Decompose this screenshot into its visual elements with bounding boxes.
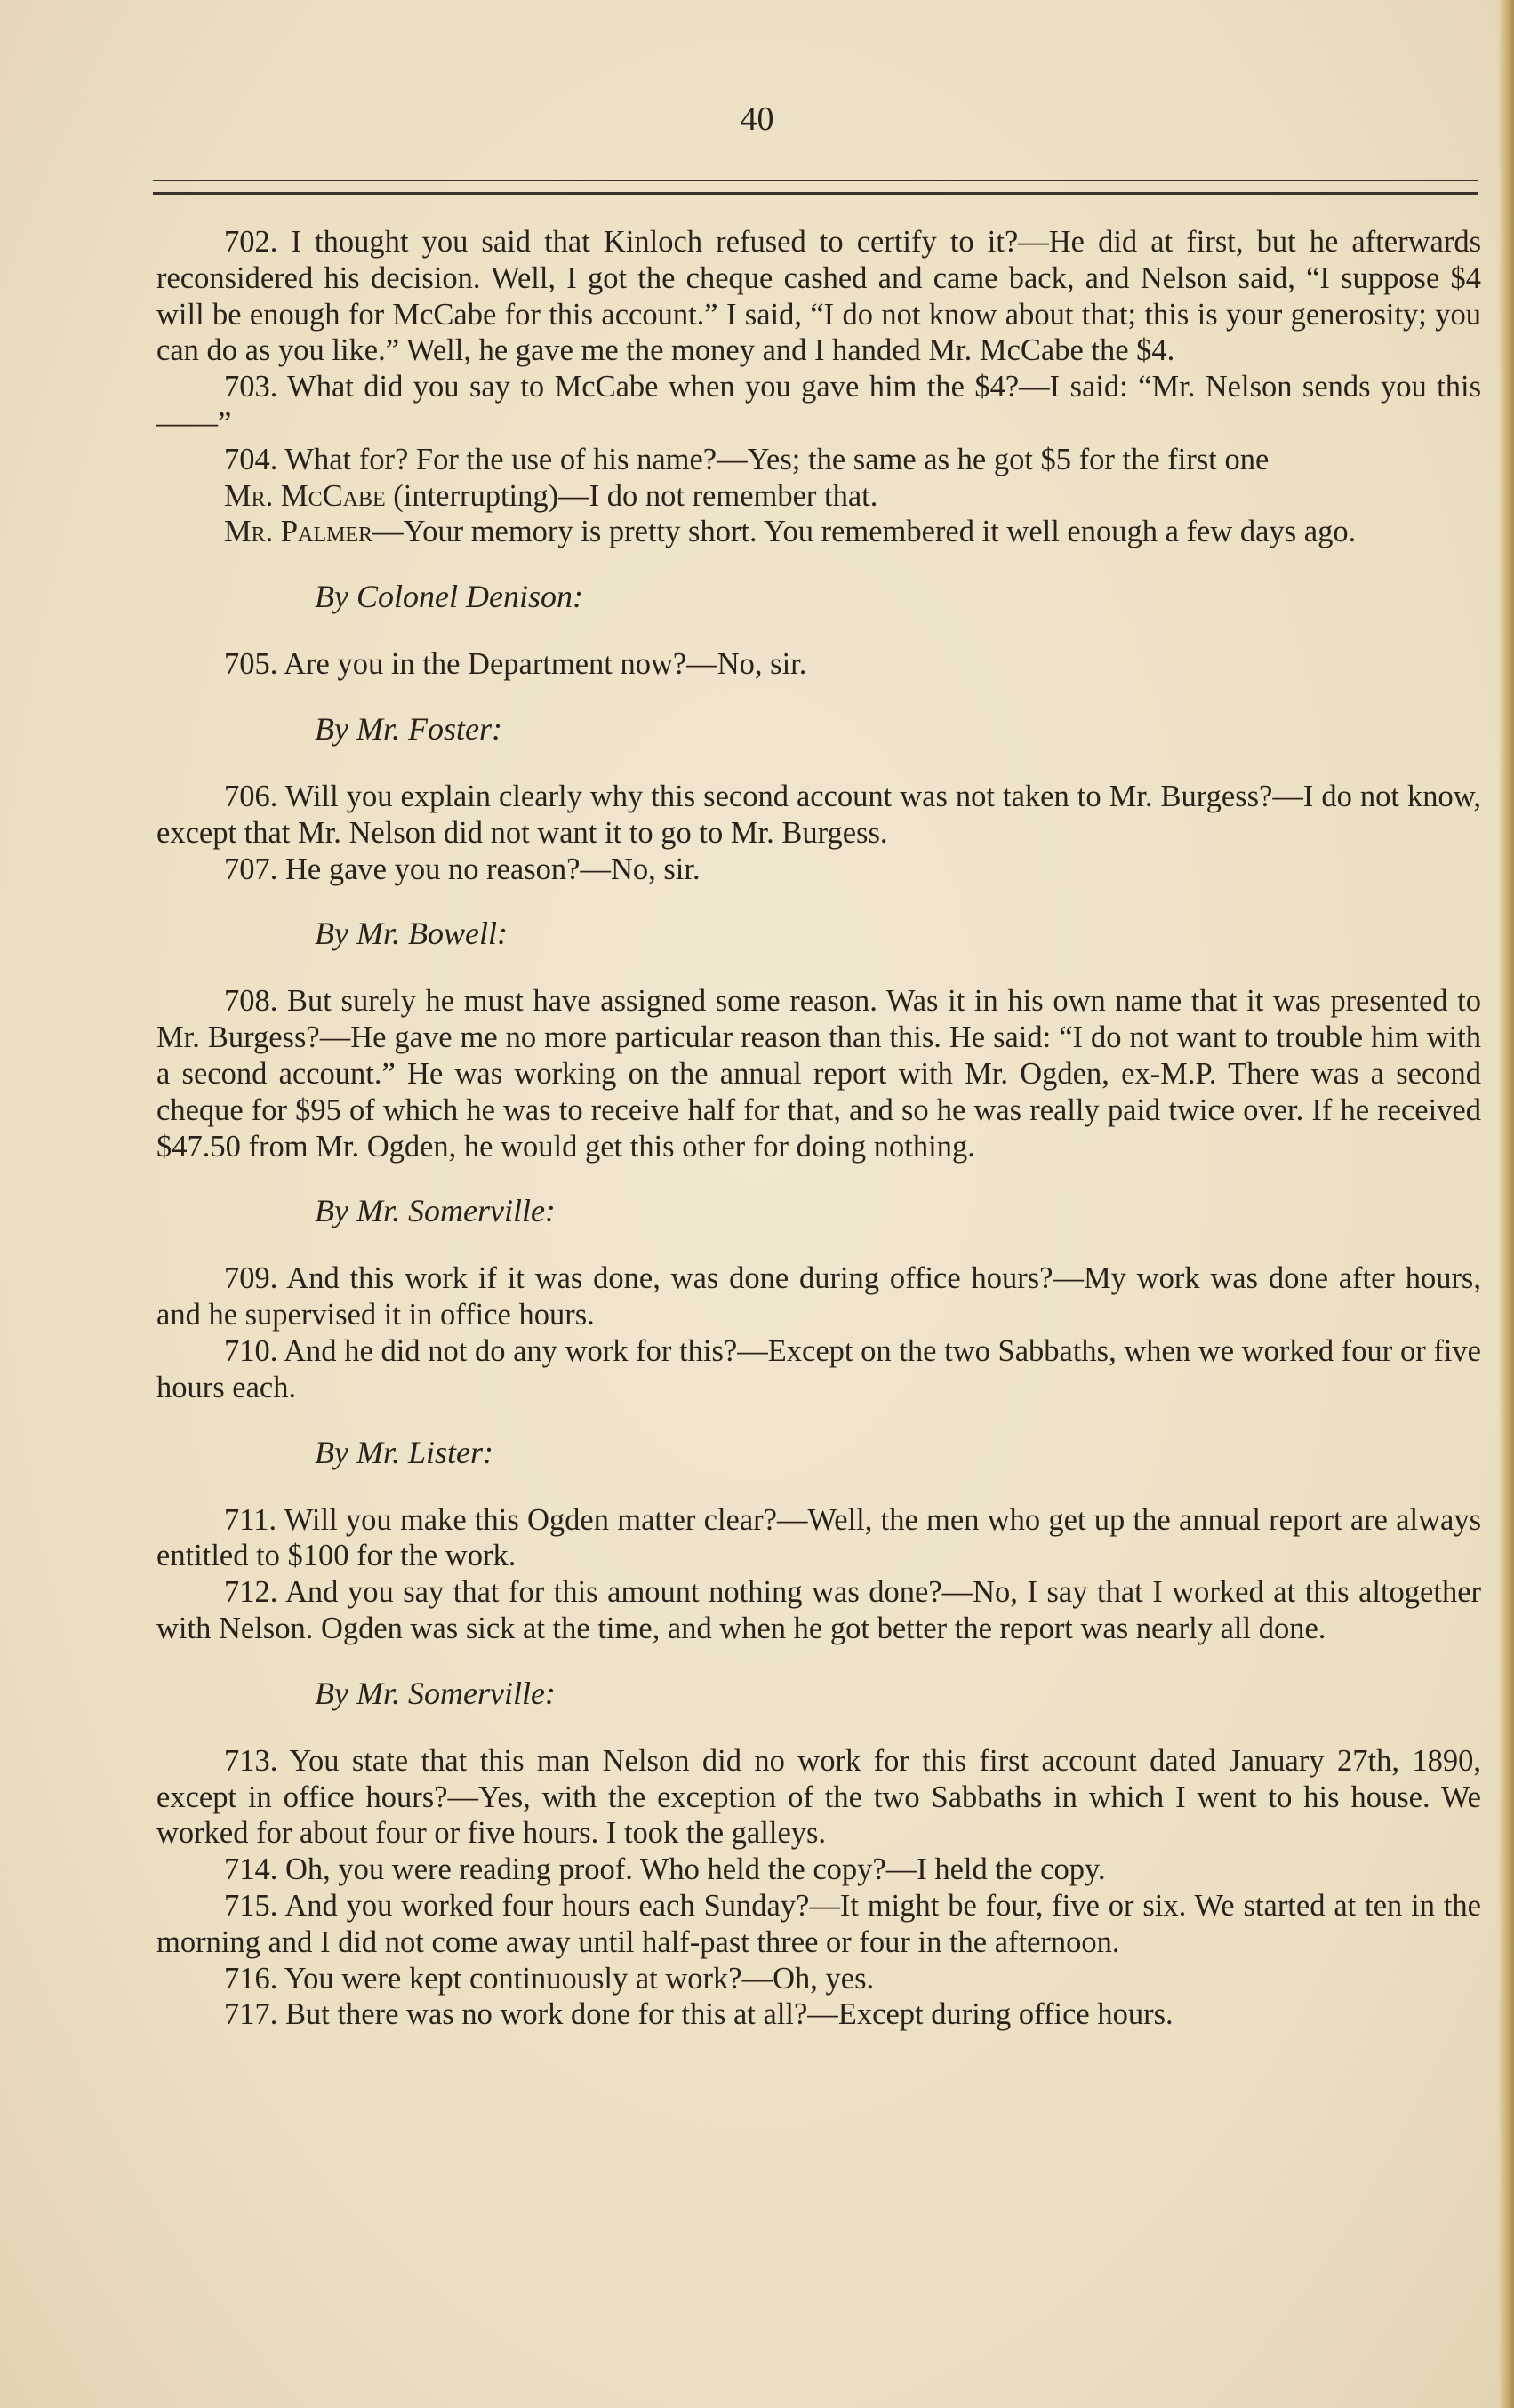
speaker-text: —Your memory is pretty short. You remembered it well enough a few days ago. <box>372 515 1357 549</box>
question-paragraph: 714. Oh, you were reading proof. Who held the copy?—I held the copy. <box>224 1852 1106 1887</box>
question-paragraph: 717. But there was no work done for this at all?—Except during office hours. <box>224 1997 1174 2032</box>
question-paragraph: 703. What did you say to McCabe when you gave him the $4?—I said: “Mr. Nelson sends you this——” <box>156 370 1481 440</box>
speaker-name: Mr. McCabe <box>224 478 386 513</box>
header-rule-double <box>153 192 1478 195</box>
question-paragraph: 710. And he did not do any work for this?—Except on the two Sabbaths, when we worked four or five hours each. <box>156 1333 1481 1404</box>
question-paragraph: 712. And you say that for this amount nothing was done?—No, I say that I worked at this altogether with Nelson. Ogden was sick at the time, and when he got better the report was nearly all done. <box>156 1575 1481 1645</box>
speaker-remark <box>156 478 1481 515</box>
question-paragraph: 715. And you worked four hours each Sunday?—It might be four, five or six. We started at ten in the morning and I did not come away until half-past three or four in the afternoon. <box>156 1888 1481 1959</box>
speaker-name: Mr. Palmer <box>224 515 373 549</box>
page-number: 40 <box>740 100 774 138</box>
question-paragraph: 702. I thought you said that Kinloch refused to certify to it?—He did at first, but he afterwards reconsidered his decision. Well, I got the cheque cashed and came back, and Nelson said, “I suppose $4 will be enough for McCabe for this account.” I said, “I do not know about that; this is your generosity; you can do as you like.” Well, he gave me the money and I handed Mr. McCabe the $4. <box>156 225 1481 368</box>
examiner-heading: By Colonel Denison: <box>315 579 583 615</box>
examiner-heading: By Mr. Somerville: <box>315 1193 556 1229</box>
question-paragraph: 709. And this work if it was done, was done during office hours?—My work was done after hours, and he supervised it in office hours. <box>156 1261 1481 1332</box>
question-paragraph: 707. He gave you no reason?—No, sir. <box>224 852 701 886</box>
header-rule <box>153 180 1478 181</box>
testimony-body <box>156 224 1481 2033</box>
question-paragraph: 705. Are you in the Department now?—No, sir. <box>224 647 807 682</box>
question-paragraph: 708. But surely he must have assigned some reason. Was it in his own name that it was presented to Mr. Burgess?—He gave me no more particular reason than this. He said: “I do not want to trouble him with a second account.” He was working on the annual report with Mr. Ogden, ex-M.P. There was a second cheque for $95 of which he was to receive half for that, and so he was really paid twice over. If he received $47.50 from Mr. Ogden, he would get this other for doing nothing. <box>156 984 1481 1164</box>
examiner-heading: By Mr. Somerville: <box>315 1675 556 1711</box>
examiner-heading: By Mr. Foster: <box>315 710 502 747</box>
question-paragraph: 716. You were kept continuously at work?—Oh, yes. <box>224 1961 875 1996</box>
question-paragraph: 713. You state that this man Nelson did no work for this first account dated January 27th, 1890, except in office hours?—Yes, with the exception of the two Sabbaths in which I went to his house. We worked for about four or five hours. I took the galleys. <box>156 1743 1481 1851</box>
page-edge-shadow <box>1498 0 1514 2408</box>
speaker-remark <box>156 514 1481 550</box>
question-paragraph: 704. What for? For the use of his name?—Yes; the same as he got $5 for the first one <box>224 442 1270 476</box>
question-paragraph: 711. Will you make this Ogden matter clear?—Well, the men who get up the annual report are always entitled to $100 for the work. <box>156 1502 1481 1573</box>
speaker-text: (interrupting)—I do not remember that. <box>385 478 878 513</box>
examiner-heading: By Mr. Lister: <box>315 1434 493 1470</box>
examiner-heading: By Mr. Bowell: <box>315 916 508 952</box>
question-paragraph: 706. Will you explain clearly why this second account was not taken to Mr. Burgess?—I do not know, except that Mr. Nelson did not want it to go to Mr. Burgess. <box>156 779 1481 850</box>
